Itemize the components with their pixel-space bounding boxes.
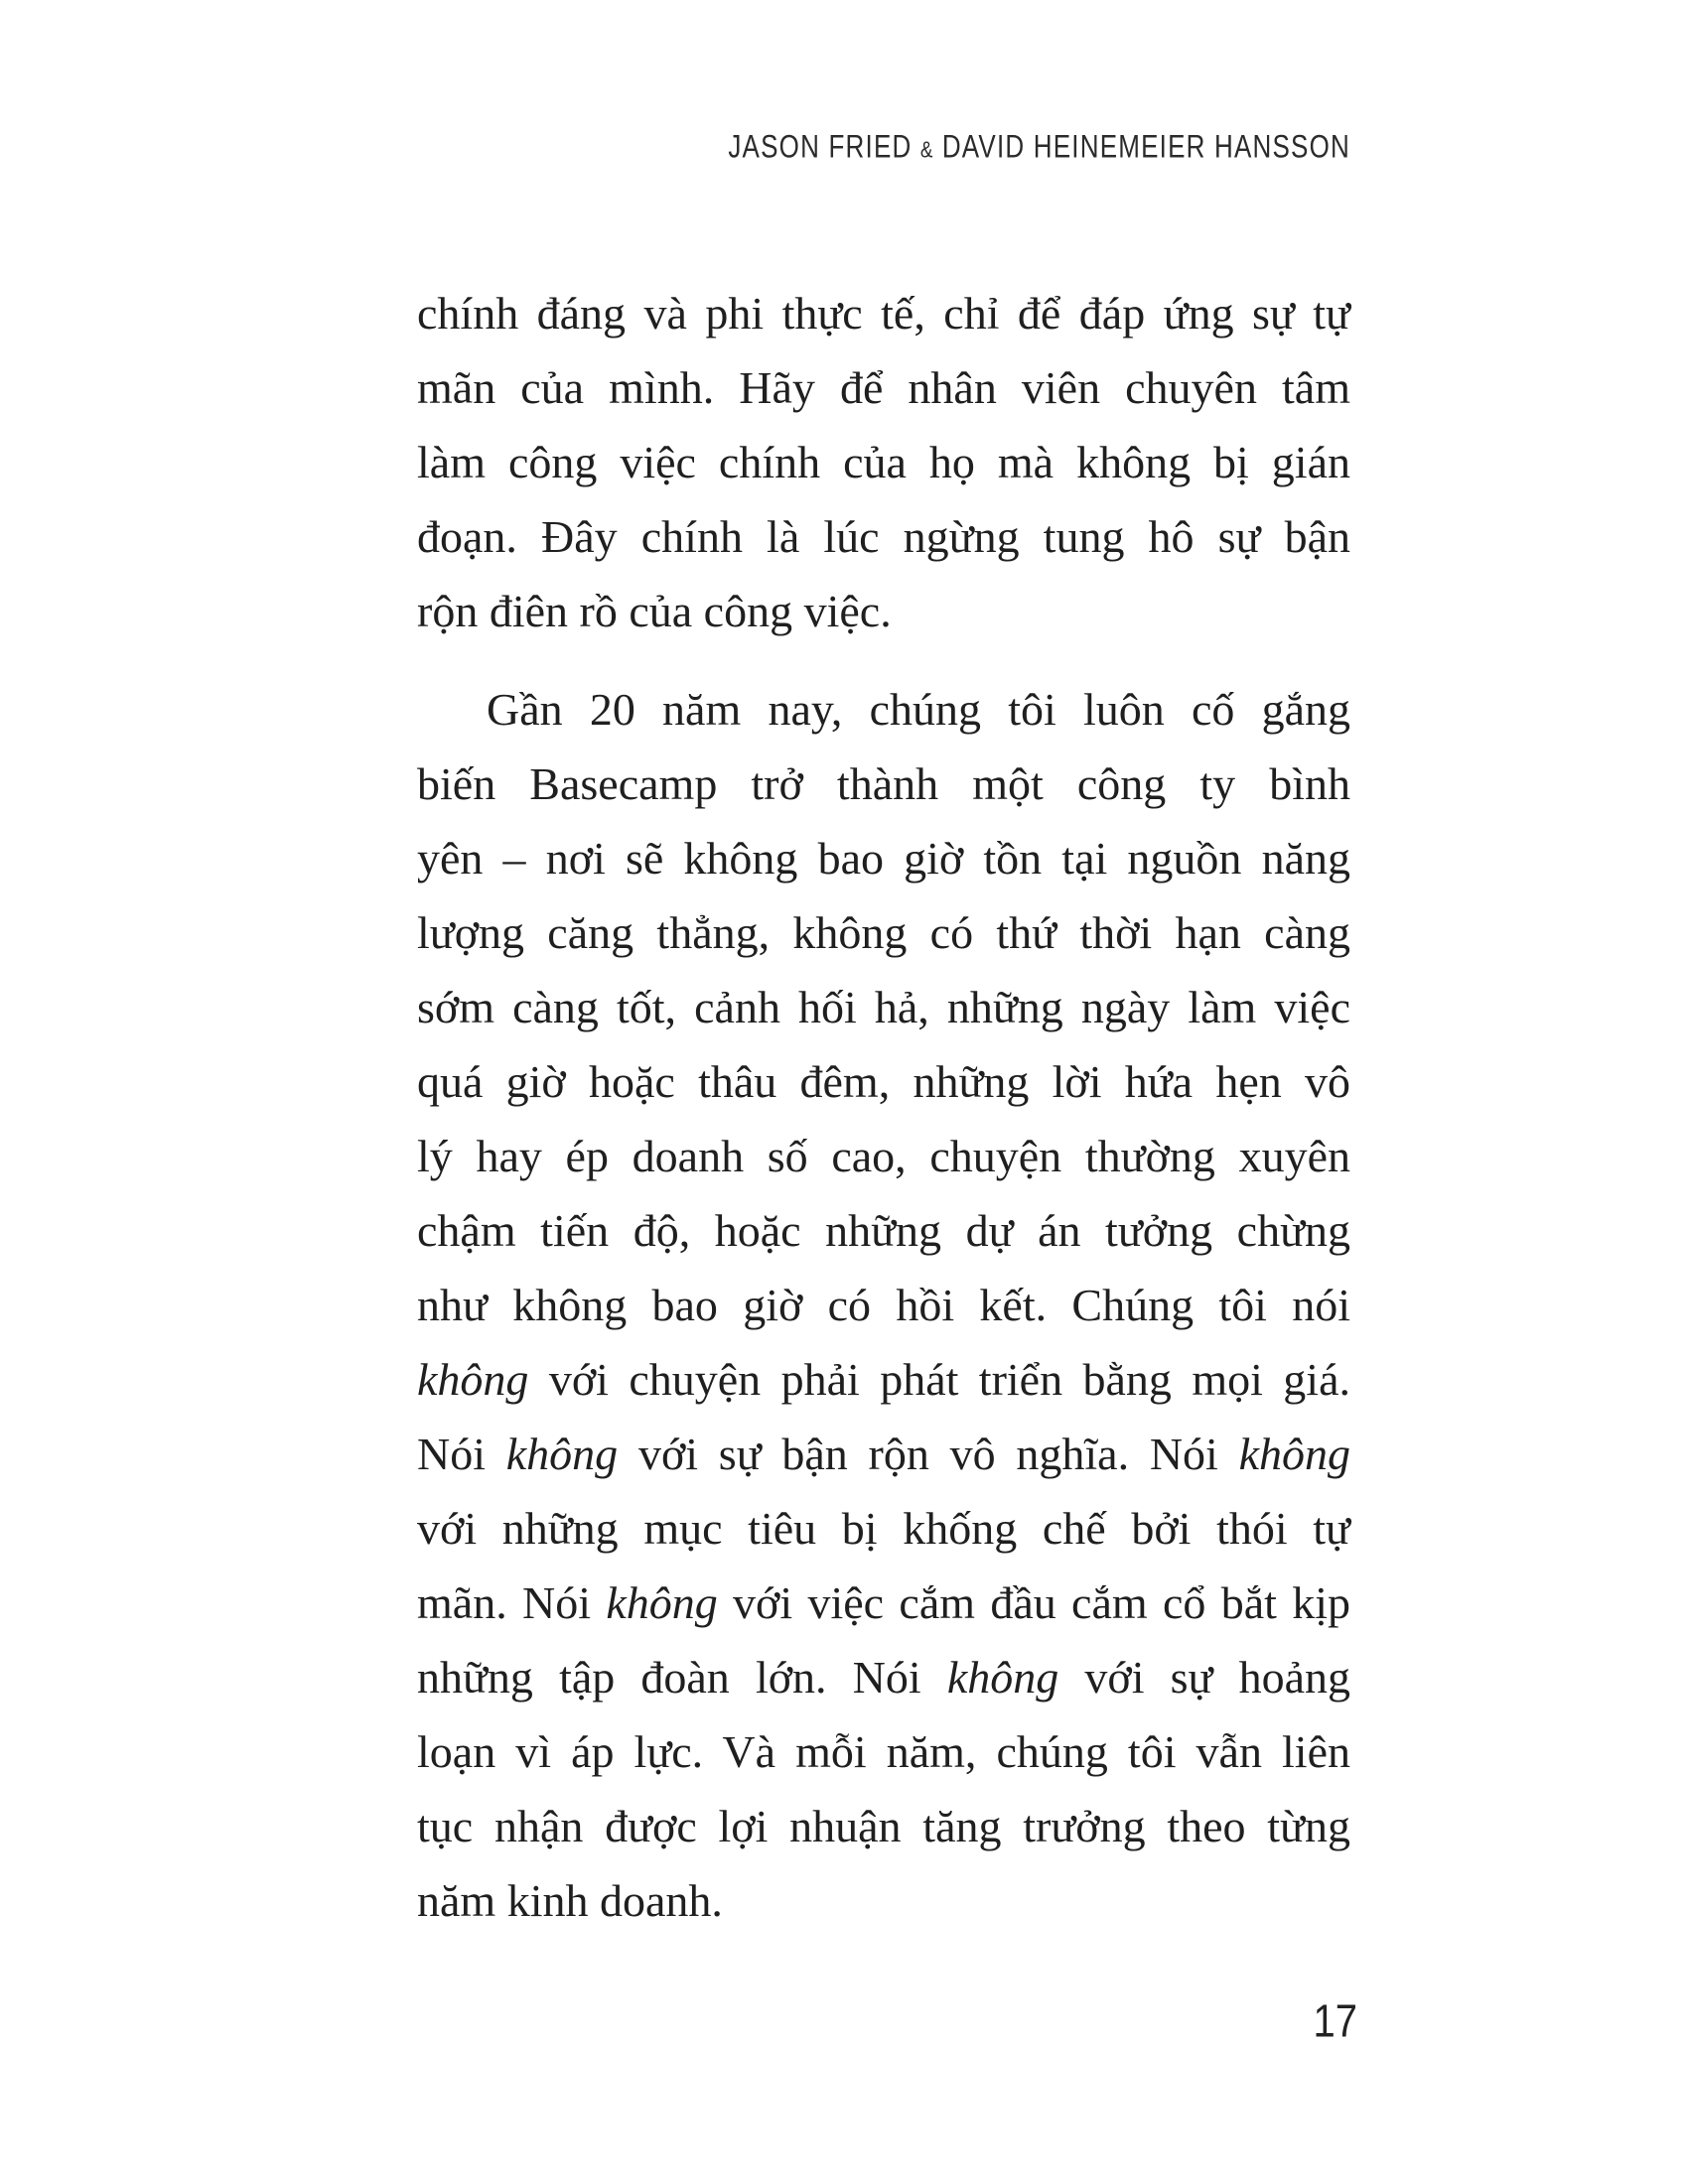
text-line [417,499,1350,574]
text-line [417,1863,1350,1938]
body-text: lượng căng thẳng, không có thứ thời hạn càng [417,907,1350,958]
page-number: 17 [1313,1996,1357,2047]
text-line [417,672,1350,747]
running-head-author-left: JASON FRIED [728,127,913,165]
body-text: chính đáng và phi thực tế, chỉ để đáp ứng sự tự [417,288,1350,339]
body-text: lý hay ép doanh số cao, chuyện thường xuyên [417,1131,1350,1181]
text-line [417,1789,1350,1863]
text-line [417,1640,1350,1714]
text-line [417,1566,1350,1640]
body-text: Nói [417,1429,506,1479]
body-text: sớm càng tốt, cảnh hối hả, những ngày làm việc [417,982,1350,1032]
text-line [417,1491,1350,1566]
body-text: với sự bận rộn vô nghĩa. Nói [618,1429,1239,1479]
emphasized-text: không [946,1652,1059,1703]
text-line [417,747,1350,821]
body-text: mãn. Nói [417,1577,607,1628]
text-line [417,895,1350,970]
body-text: làm công việc chính của họ mà không bị gián [417,437,1350,487]
text-line [417,1268,1350,1342]
body-text: quá giờ hoặc thâu đêm, những lời hứa hẹn vô [417,1056,1350,1107]
body-text: với những mục tiêu bị khống chế bởi thói tự [417,1503,1350,1554]
body-text: biến Basecamp trở thành một công ty bình [417,758,1350,809]
text-line [417,1342,1350,1417]
text-line [417,1714,1350,1789]
text-line [417,350,1350,425]
text-line [417,276,1350,350]
text-block [417,276,1350,1938]
body-text: tục nhận được lợi nhuận tăng trưởng theo từng [417,1801,1350,1851]
text-line [417,1417,1350,1491]
running-head-author-right: DAVID HEINEMEIER HANSSON [941,127,1350,165]
body-text: loạn vì áp lực. Và mỗi năm, chúng tôi vẫn liên [417,1726,1350,1777]
body-text: rộn điên rồ của công việc. [417,586,892,636]
emphasized-text: không [417,1354,529,1405]
body-text: đoạn. Đây chính là lúc ngừng tung hô sự bận [417,511,1350,562]
body-text: yên – nơi sẽ không bao giờ tồn tại nguồn năng [417,833,1350,884]
text-line [417,1119,1350,1193]
text-line [417,425,1350,499]
text-line [417,821,1350,895]
paragraph [417,672,1350,1938]
emphasized-text: không [606,1577,718,1628]
emphasized-text: không [1238,1429,1351,1479]
body-text: mãn của mình. Hãy để nhân viên chuyên tâm [417,362,1350,413]
body-text: chậm tiến độ, hoặc những dự án tưởng chừng [417,1205,1350,1256]
body-text: những tập đoàn lớn. Nói [417,1652,947,1703]
running-head-ampersand: & [919,136,934,163]
body-text: với sự hoảng [1058,1652,1351,1703]
body-text: năm kinh doanh. [417,1875,723,1926]
text-line [417,970,1350,1044]
body-text: như không bao giờ có hồi kết. Chúng tôi nói [417,1280,1350,1330]
text-line [417,1044,1350,1119]
text-line [417,1193,1350,1268]
emphasized-text: không [505,1429,619,1479]
body-text: Gần 20 năm nay, chúng tôi luôn cố gắng [487,684,1350,735]
paragraph [417,276,1350,648]
text-line [417,574,1350,648]
body-text: với chuyện phải phát triển bằng mọi giá. [528,1354,1350,1405]
running-head [728,127,1350,166]
body-text: với việc cắm đầu cắm cổ bắt kịp [717,1577,1350,1628]
